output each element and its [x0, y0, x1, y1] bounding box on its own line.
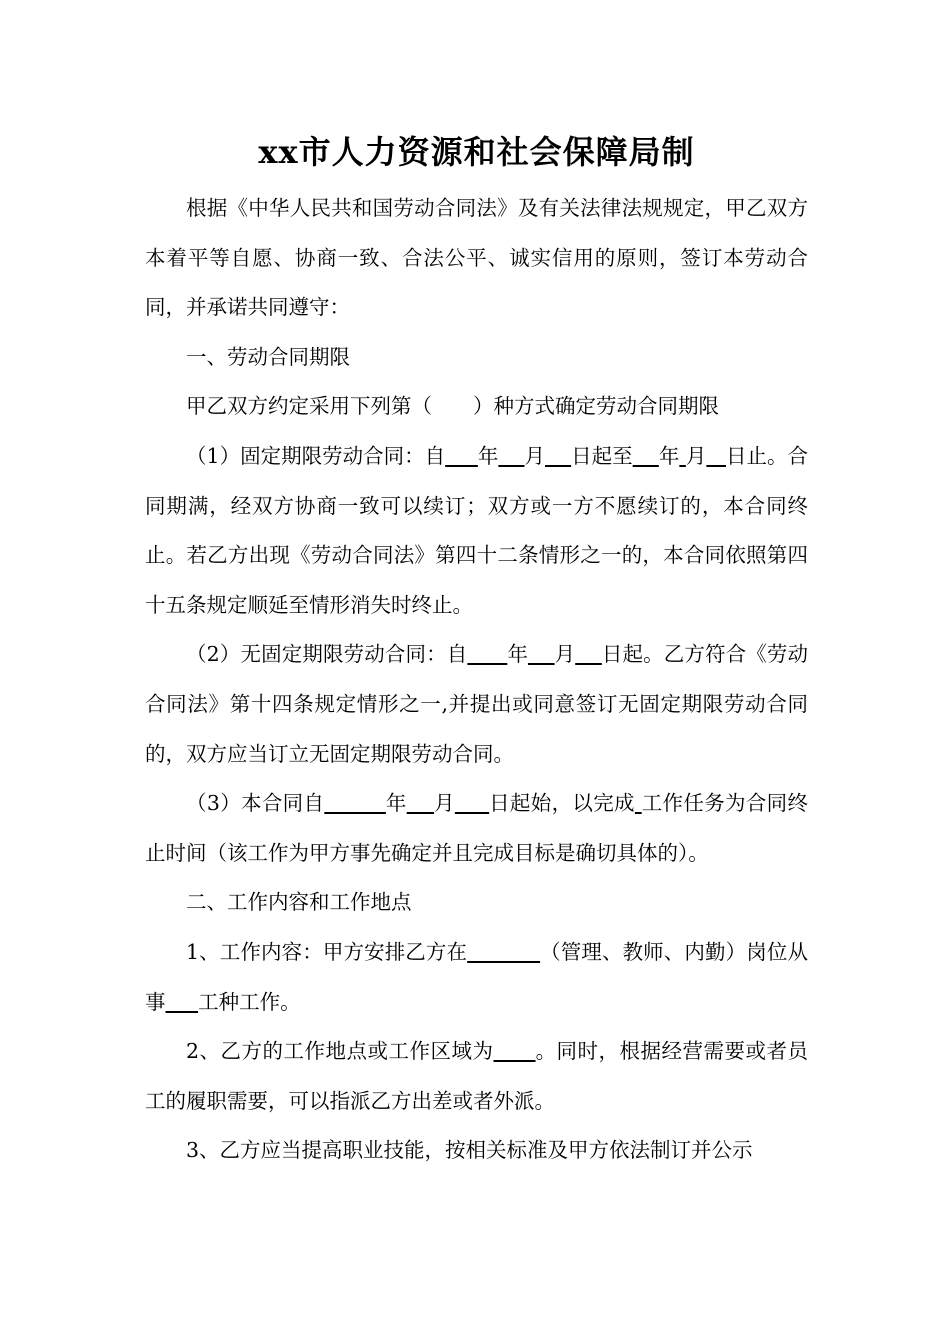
document-page	[145, 120, 808, 1176]
blank-field	[528, 642, 555, 666]
term-option-1-paragraph: （1）固定期限劳动合同：自 年 月 日起至 年 月 日止。合同期满，经双方协商一致可以续订；双方或一方不愿续订的，本合同终止。若乙方出现《劳动合同法》第四十二条情形之一的，本合同依照第四十五条规定顺延至情形消失时终止。	[145, 443, 809, 617]
blank-field	[467, 642, 507, 666]
section-1-heading: 一、劳动合同期限	[186, 344, 350, 369]
term-choice-paragraph: 甲乙双方约定采用下列第（ ）种方式确定劳动合同期限	[186, 394, 719, 419]
blank-field	[407, 791, 434, 815]
document-title: xx市人力资源和社会保障局制	[258, 133, 695, 171]
blank-field	[706, 444, 726, 468]
term-option-3-paragraph: （3）本合同自 年 月 日起始，以完成 工作任务为合同终止时间（该工作为甲方事先确定并且完成目标是确切具体的）。	[145, 791, 808, 865]
work-content-paragraph: 1、工作内容：甲方安排乙方在 （管理、教师、内勤）岗位从事 工种工作。	[145, 939, 808, 1014]
blank-field	[166, 990, 199, 1014]
document-body	[145, 184, 808, 1176]
blank-field	[467, 940, 540, 964]
work-location-paragraph: 2、乙方的工作地点或工作区域为 。同时，根据经营需要或者员工的履职需要，可以指派乙方出差或者外派。	[145, 1039, 809, 1113]
work-skills-paragraph: 3、乙方应当提高职业技能，按相关标准及甲方依法制订并公示	[186, 1138, 753, 1163]
intro-paragraph: 根据《中华人民共和国劳动合同法》及有关法律法规规定，甲乙双方本着平等自愿、协商一致、合法公平、诚实信用的原则，签订本劳动合同，并承诺共同遵守：	[145, 196, 808, 320]
blank-field	[545, 444, 571, 468]
blank-field	[445, 444, 478, 468]
blank-field	[324, 791, 386, 815]
section-2-heading: 二、工作内容和工作地点	[186, 890, 412, 915]
blank-field	[493, 1039, 535, 1063]
blank-field	[633, 444, 659, 468]
blank-field	[455, 791, 489, 815]
blank-field	[635, 791, 642, 815]
blank-field	[498, 444, 524, 468]
blank-field	[575, 642, 602, 666]
term-option-2-paragraph: （2）无固定期限劳动合同：自 年 月 日起。乙方符合《劳动合同法》第十四条规定情形之一,并提出或同意签订无固定期限劳动合同的，双方应当订立无固定期限劳动合同。	[145, 642, 809, 766]
blank-field	[679, 444, 686, 468]
